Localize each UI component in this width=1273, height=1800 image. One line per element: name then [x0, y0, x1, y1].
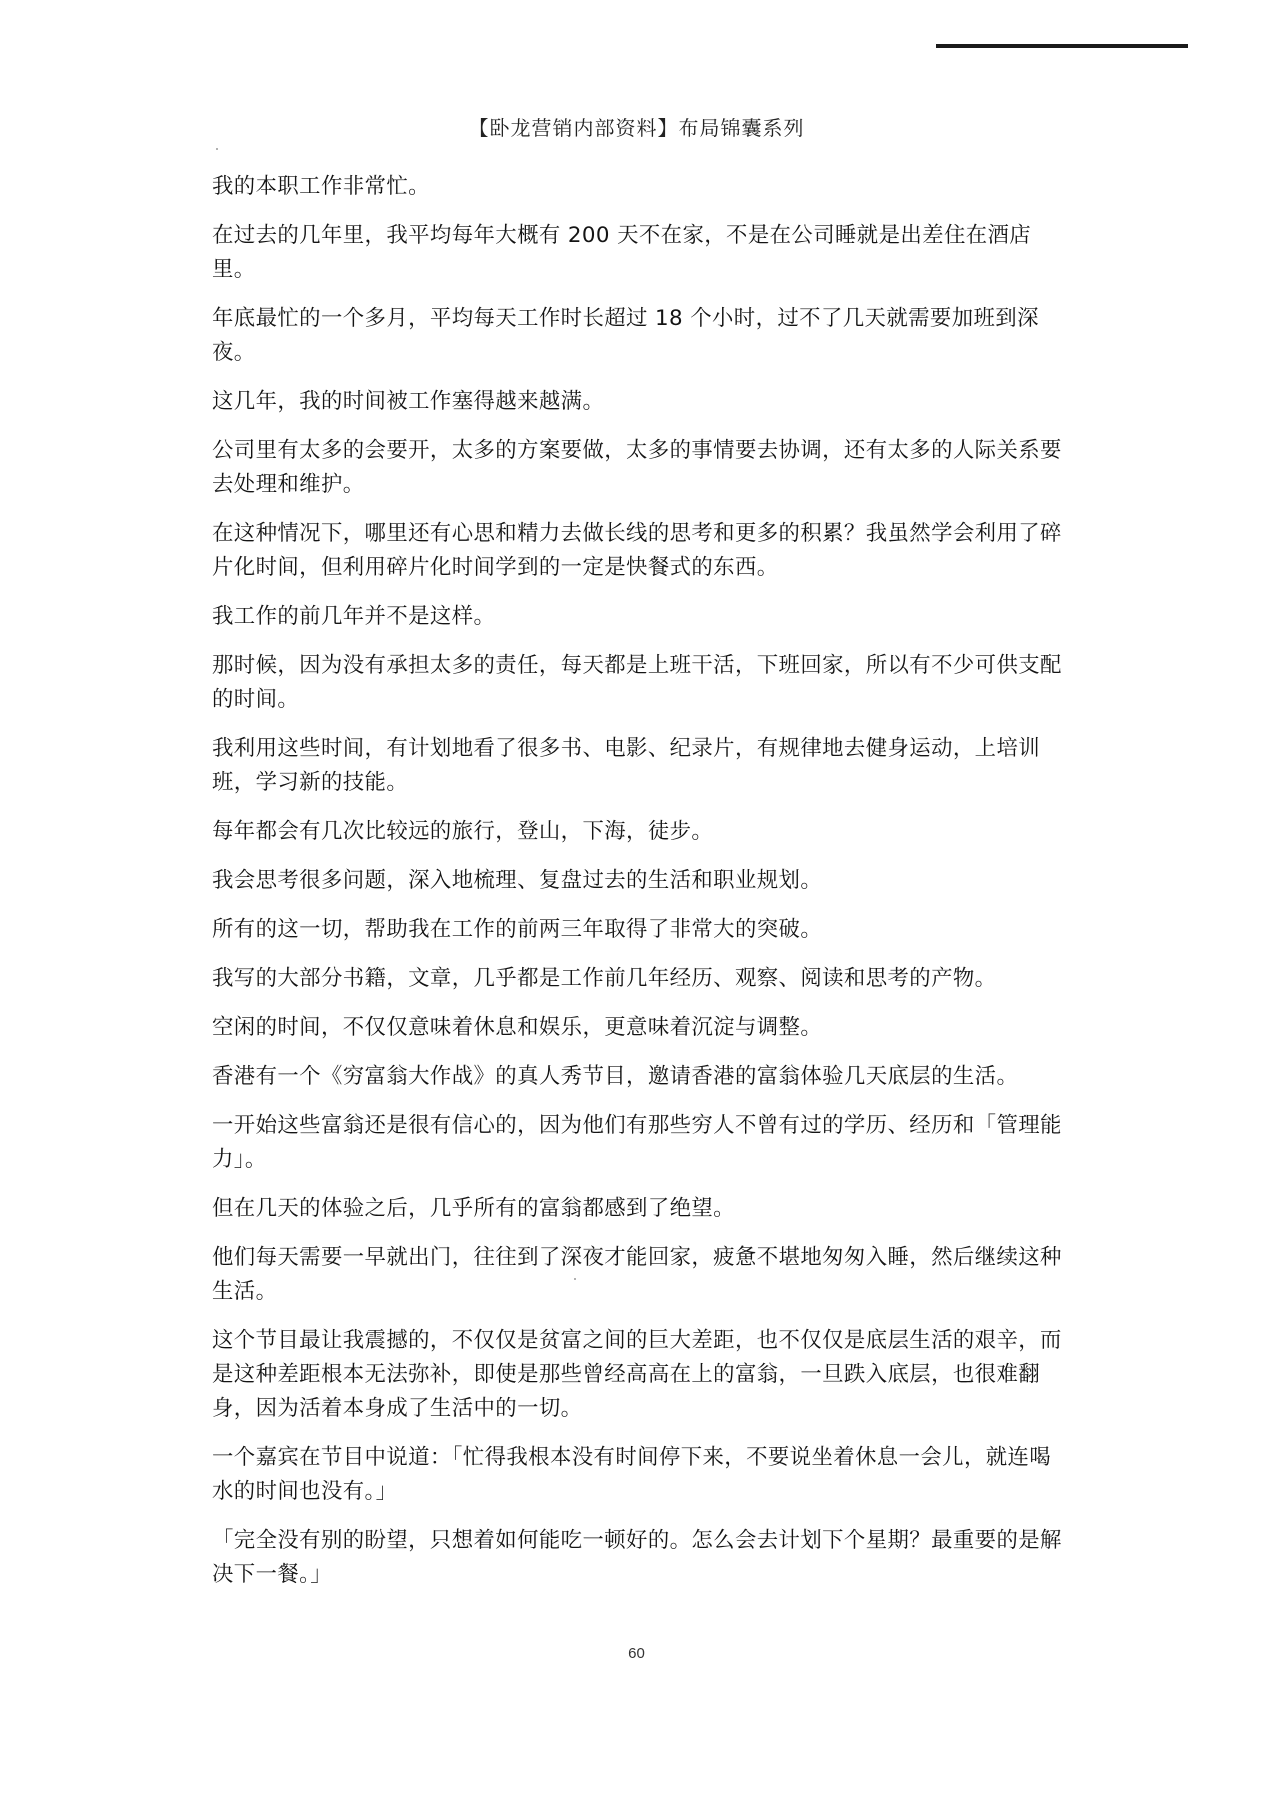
paragraph: 我的本职工作非常忙。: [212, 174, 430, 199]
paragraph: 在过去的几年里，我平均每年大概有 200 天不在家，不是在公司睡就是出差住在酒店里。: [212, 223, 1032, 282]
paragraph: 他们每天需要一早就出门，往往到了深夜才能回家，疲惫不堪地匆匆入睡，然后继续这种生活。: [212, 1245, 1062, 1304]
scan-speck: [216, 148, 218, 150]
paragraph: 那时候，因为没有承担太多的责任，每天都是上班干活，下班回家，所以有不少可供支配的时间。: [212, 653, 1062, 712]
paragraph: 我工作的前几年并不是这样。: [212, 604, 496, 629]
page-header: 【卧龙营销内部资料】布局锦囊系列: [468, 116, 805, 140]
paragraph: 空闲的时间，不仅仅意味着休息和娱乐，更意味着沉淀与调整。: [212, 1015, 823, 1040]
paragraph: 所有的这一切，帮助我在工作的前两三年取得了非常大的突破。: [212, 917, 823, 942]
paragraph: 香港有一个《穷富翁大作战》的真人秀节目，邀请香港的富翁体验几天底层的生活。: [212, 1064, 1019, 1089]
page-number: 60: [628, 1645, 645, 1662]
paragraph: 一开始这些富翁还是很有信心的，因为他们有那些穷人不曾有过的学历、经历和「管理能力」。: [212, 1113, 1062, 1172]
paragraph: 这几年，我的时间被工作塞得越来越满。: [212, 389, 605, 414]
paragraph: 公司里有太多的会要开，太多的方案要做，太多的事情要去协调，还有太多的人际关系要去处理和维护。: [212, 438, 1062, 497]
paragraph: 在这种情况下，哪里还有心思和精力去做长线的思考和更多的积累？我虽然学会利用了碎片化时间，但利用碎片化时间学到的一定是快餐式的东西。: [212, 521, 1062, 580]
paragraph: 但在几天的体验之后，几乎所有的富翁都感到了绝望。: [212, 1196, 735, 1221]
paragraph: 我写的大部分书籍，文章，几乎都是工作前几年经历、观察、阅读和思考的产物。: [212, 966, 997, 991]
paragraph: 我会思考很多问题，深入地梳理、复盘过去的生活和职业规划。: [212, 868, 823, 893]
top-rule: [936, 44, 1188, 48]
paragraph: 一个嘉宾在节目中说道：「忙得我根本没有时间停下来，不要说坐着休息一会儿，就连喝水的时间也没有。」: [212, 1445, 1052, 1504]
paragraph: 我利用这些时间，有计划地看了很多书、电影、纪录片，有规律地去健身运动，上培训班，学习新的技能。: [212, 736, 1041, 795]
paragraph: 「完全没有别的盼望，只想着如何能吃一顿好的。怎么会去计划下个星期？最重要的是解决下一餐。」: [212, 1528, 1062, 1587]
paragraph: 每年都会有几次比较远的旅行，登山，下海，徒步。: [212, 819, 714, 844]
body-text: [212, 170, 1064, 1607]
paragraph: 这个节目最让我震撼的，不仅仅是贫富之间的巨大差距，也不仅仅是底层生活的艰辛，而是这种差距根本无法弥补，即使是那些曾经高高在上的富翁，一旦跌入底层，也很难翻身，因为活着本身成了生活中的一切。: [212, 1328, 1062, 1421]
paragraph: 年底最忙的一个多月，平均每天工作时长超过 18 个小时，过不了几天就需要加班到深夜。: [212, 306, 1039, 365]
